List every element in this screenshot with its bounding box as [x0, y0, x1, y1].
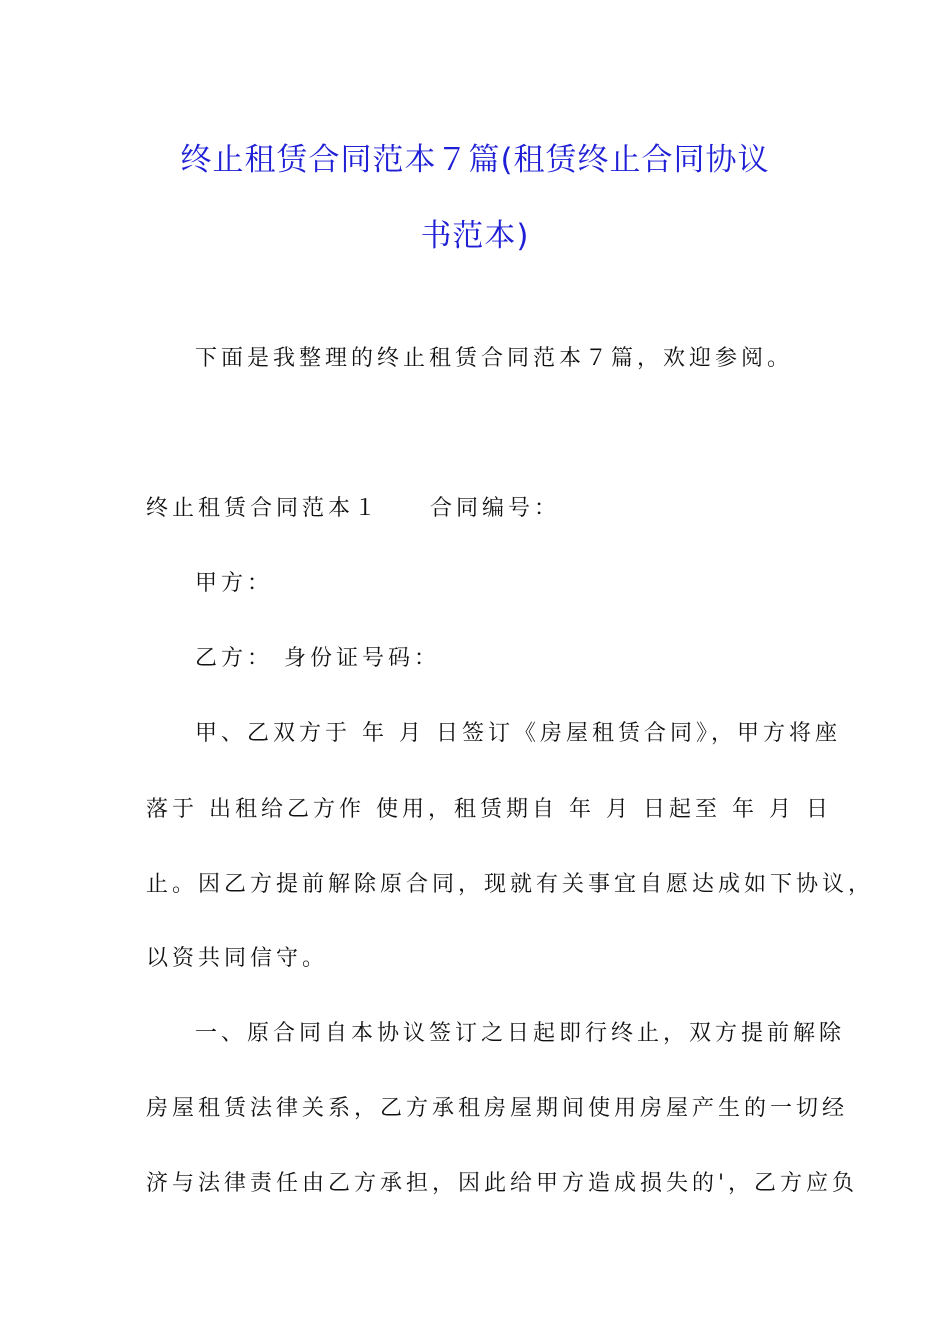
section-heading-row	[146, 494, 560, 524]
paragraph-2-line-2: 房屋租赁法律关系，乙方承租房屋期间使用房屋产生的一切经	[146, 1096, 849, 1121]
paragraph-1-line-2: 落于 出租给乙方作 使用，租赁期自 年 月 日起至 年 月 日	[146, 797, 832, 822]
paragraph-2-line-1: 一、原合同自本协议签订之日起即行终止，双方提前解除	[195, 1021, 846, 1046]
paragraph-2-line-3: 济与法律责任由乙方承担，因此给甲方造成损失的'，乙方应负	[146, 1171, 859, 1196]
document-title-line-2: 书范本)	[420, 218, 530, 254]
paragraph-1-line-4: 以资共同信守。	[146, 946, 329, 971]
intro-paragraph: 下面是我整理的终止租赁合同范本７篇，欢迎参阅。	[195, 346, 794, 371]
contract-number-label: 合同编号：	[430, 496, 561, 521]
section-heading: 终止租赁合同范本１	[146, 496, 381, 521]
paragraph-1-line-3: 止。因乙方提前解除原合同，现就有关事宜自愿达成如下协议，	[146, 872, 875, 897]
paragraph-1-line-1: 甲、乙双方于 年 月 日签订《房屋租赁合同》，甲方将座	[195, 721, 841, 746]
party-b-label: 乙方： 身份证号码：	[195, 646, 440, 671]
party-a-label: 甲方：	[195, 571, 274, 596]
document-title-line-1: 终止租赁合同范本７篇(租赁终止合同协议	[180, 142, 770, 178]
